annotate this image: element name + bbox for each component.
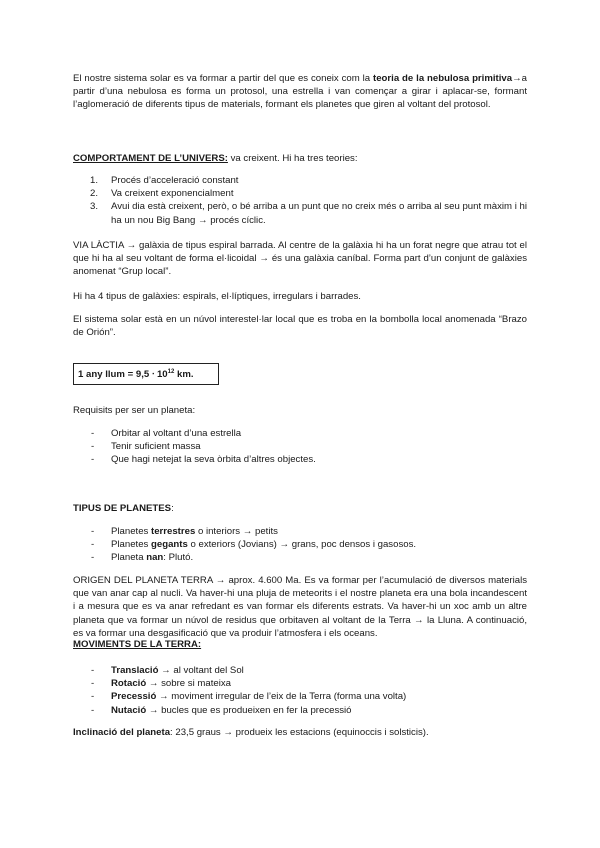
bullet-marker: - [91, 441, 95, 453]
origen-paragraph: ORIGEN DEL PLANETA TERRA → aprox. 4.600 Ma. Es va formar per l’acumulació de diversos materials que van anar cap al nucli. Va haver-hi una pluja de meteorits i el nostre planeta era una bola incandescent i a mesura que es va anar refredant es van formar els diferents estrats. Va haver-hi un xoc amb un altre planeta que va formar un núvol de residus que orbitaven al voltant de la Terra → la Lluna. A continuació, es va formar una desgasificació que va produir l’atmosfera i els oceans. [73, 575, 527, 639]
list-item-text: Avui dia està creixent, però, o bé arriba a un punt que no creix més o arriba al seu punt màxim i hi ha un nou Big Bang → procés cíclic. [111, 201, 527, 226]
list-item [73, 704, 527, 717]
tipus-list [73, 525, 527, 565]
comportament-heading: COMPORTAMENT DE L’UNIVERS: [73, 153, 228, 164]
via-lactia-paragraph: VIA LÀCTIA → galàxia de tipus espiral barrada. Al centre de la galàxia hi ha un forat negre que atrau tot el que hi ha al seu voltant de forma el·licoidal → és una galàxia caníbal. Forma part d’un conjunt de galàxies anomenat “Grup local”. [73, 240, 527, 278]
list-item-bold: nan [146, 552, 164, 564]
sistema-solar-paragraph: El sistema solar està en un núvol interestel·lar local que es troba en la bombolla local anomenada “Brazo de Orión”. [73, 314, 527, 339]
requisits-list [73, 427, 527, 467]
list-item-bold: gegants [151, 539, 188, 551]
list-item [73, 690, 527, 703]
list-item-text: Procés d’acceleració constant [111, 175, 239, 186]
list-item-text: o exteriors (Jovians) → grans, poc densos i gasosos. [187, 539, 417, 551]
list-item [73, 538, 527, 551]
list-item [73, 200, 527, 226]
list-item [73, 453, 527, 466]
list-marker: 2. [90, 188, 99, 200]
list-item-text: Va creixent exponencialment [111, 188, 234, 200]
list-item [73, 187, 527, 200]
list-item-text: → moviment irregular de l’eix de la Terra (forma una volta) [156, 691, 407, 703]
light-year-text: 1 any llum = 9,5 ᐧ 10 [78, 369, 168, 380]
list-item [73, 525, 527, 538]
intro-text: El nostre sistema solar es va formar a partir del que es coneix com la [73, 73, 374, 84]
list-item-bold: Nutació [111, 704, 147, 716]
list-marker: 1. [90, 175, 99, 186]
intro-paragraph [73, 72, 527, 112]
list-item-text: → al voltant del Sol [158, 665, 244, 676]
comportament-text: va creixent. Hi ha tres teories: [227, 153, 358, 164]
list-item [73, 427, 527, 440]
light-year-box [73, 363, 219, 385]
bullet-marker: - [91, 665, 95, 676]
comportament-paragraph [73, 152, 527, 165]
inclinacio-bold: Inclinació del planeta [73, 727, 171, 738]
theories-list [73, 174, 527, 227]
bullet-marker: - [91, 704, 95, 716]
requisits-intro: Requisits per ser un planeta: [73, 405, 196, 416]
list-item-text: : Plutó. [163, 552, 194, 564]
list-item [73, 551, 527, 564]
list-item-text: o interiors → petits [195, 526, 278, 537]
galaxies-paragraph: Hi ha 4 tipus de galàxies: espirals, el·líptiques, irregulars i barrades. [73, 291, 361, 302]
list-item-text: Orbitar al voltant d’una estrella [111, 428, 242, 439]
intro-text-cont: →a partir d’una nebulosa es forma un protosol, una estrella i van començar a girar i aplacar-se, formant l’aglomeració de diferents tipus de materials, formant els planetes que giren al voltant del protosol. [73, 73, 527, 111]
tipus-heading-line [73, 502, 527, 515]
bullet-marker: - [91, 552, 95, 564]
tipus-colon: : [171, 503, 174, 514]
list-item-bold: Precessió [111, 691, 157, 703]
moviments-heading-line [73, 638, 527, 651]
inclinacio-paragraph [73, 726, 527, 739]
bullet-marker: - [91, 428, 95, 439]
list-item [73, 174, 527, 187]
inclinacio-text: : 23,5 graus → produeix les estacions (equinoccis i solsticis). [170, 727, 429, 738]
bullet-marker: - [91, 691, 95, 703]
light-year-unit: km. [174, 369, 194, 380]
bullet-marker: - [91, 539, 95, 551]
list-item-text: Planeta [111, 552, 147, 564]
list-item-bold: Rotació [111, 678, 147, 690]
list-item [73, 677, 527, 690]
bullet-marker: - [91, 678, 95, 690]
bullet-marker: - [91, 454, 95, 466]
list-item-text: Tenir suficient massa [111, 441, 201, 453]
list-item-text: → sobre si mateixa [146, 678, 231, 690]
moviments-heading: MOVIMENTS DE LA TERRA: [73, 639, 202, 650]
bullet-marker: - [91, 526, 95, 537]
list-item-bold: terrestres [151, 526, 196, 537]
tipus-heading: TIPUS DE PLANETES [73, 503, 172, 514]
list-item-text: Planetes [111, 539, 152, 551]
list-item-bold: Translació [111, 665, 159, 676]
intro-bold-term: teoria de la nebulosa primitiva [373, 73, 513, 84]
list-item-text: → bucles que es produeixen en fer la precessió [146, 704, 352, 716]
light-year-exponent: 12 [167, 369, 175, 375]
list-item-text: Que hagi netejat la seva òrbita d’altres objectes. [111, 454, 316, 466]
list-marker: 3. [90, 201, 99, 213]
moviments-list [73, 664, 527, 717]
list-item [73, 664, 527, 677]
list-item [73, 440, 527, 453]
list-item-text: Planetes [111, 526, 152, 537]
